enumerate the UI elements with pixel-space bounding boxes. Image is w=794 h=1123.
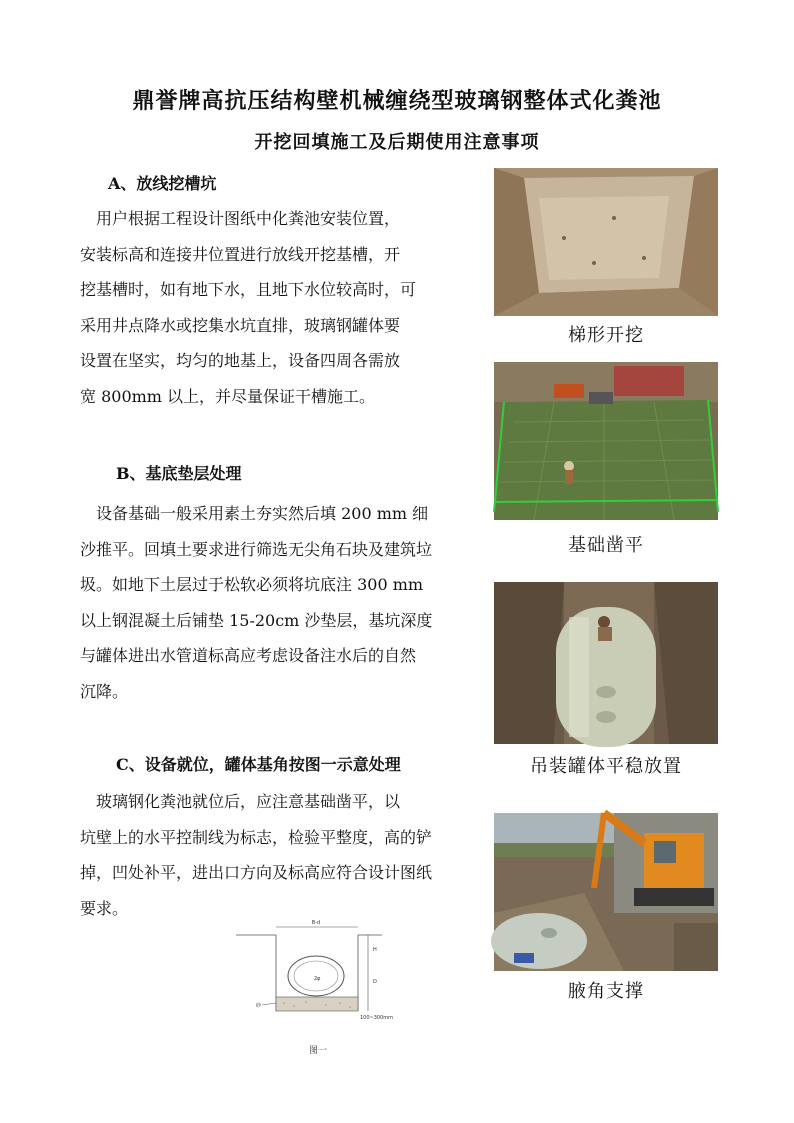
text-line: 以上钢混凝土后铺垫 15-20cm 沙垫层，基坑深度: [80, 610, 433, 630]
section-b-text: [80, 496, 492, 709]
diagram-sand-label: 砂: [256, 1003, 262, 1009]
photo-caption: 基础凿平: [568, 535, 644, 556]
photo-caption: 梯形开挖: [568, 325, 644, 346]
photo-trapezoid-excavation: [494, 168, 718, 316]
text-line: 安装标高和连接井位置进行放线开挖基槽，开: [80, 244, 401, 264]
section-b-heading: B、基底垫层处理: [116, 464, 242, 483]
diagram-h-label: H: [373, 947, 377, 953]
section-c-text: [80, 784, 492, 926]
photo-foundation-leveling: [494, 362, 718, 520]
text-line: 沙推平。回填土要求进行筛选无尖角石块及建筑垃: [80, 539, 433, 559]
text-line: 挖基槽时，如有地下水，且地下水位较高时，可: [80, 280, 417, 299]
diagram-d-label: D: [373, 979, 377, 985]
text-line: 采用井点降水或挖集水坑直排，玻璃钢罐体要: [80, 315, 401, 335]
text-line: 坑壁上的水平控制线为标志，检验平整度，高的铲: [80, 827, 433, 847]
diagram-width-label: B-d: [311, 920, 321, 926]
page-title: 鼎誉牌高抗压结构壁机械缠绕型玻璃钢整体式化粪池: [132, 89, 662, 114]
photo-caption: 腋角支撑: [568, 981, 644, 1002]
section-a-heading: A、放线挖槽坑: [108, 174, 217, 193]
diagram-base-label: 100~300mm: [360, 1015, 394, 1021]
text-line: 玻璃钢化粪池就位后，应注意基础凿平，以: [80, 792, 401, 811]
text-line: 设备基础一般采用素土夯实然后填 200 mm 细: [80, 504, 429, 523]
photo-caption: 吊装罐体平稳放置: [530, 756, 682, 777]
text-line: 与罐体进出水管道标高应考虑设备注水后的自然: [80, 646, 417, 665]
photo-tank-placement: [494, 582, 718, 744]
diagram-caption: 图一: [309, 1046, 328, 1056]
figure-1-diagram: [236, 915, 394, 1065]
photo-haunch-support: [494, 813, 718, 971]
diagram-angle-label: 2φ: [314, 976, 321, 982]
text-line: 掉，凹处补平，进出口方向及标高应符合设计图纸: [80, 863, 433, 882]
section-c-heading: C、设备就位，罐体基角按图一示意处理: [116, 755, 401, 774]
text-line: 沉降。: [80, 681, 129, 701]
page-subtitle: 开挖回填施工及后期使用注意事项: [254, 132, 540, 153]
text-line: 要求。: [80, 898, 129, 918]
section-a-text: [80, 201, 492, 414]
text-line: 设置在坚实，均匀的地基上，设备四周各需放: [80, 351, 401, 370]
text-line: 圾。如地下土层过于松软必须将坑底注 300 mm: [80, 575, 424, 594]
text-line: 宽 800mm 以上，并尽量保证干槽施工。: [80, 386, 376, 406]
text-line: 用户根据工程设计图纸中化粪池安装位置，: [80, 209, 401, 228]
